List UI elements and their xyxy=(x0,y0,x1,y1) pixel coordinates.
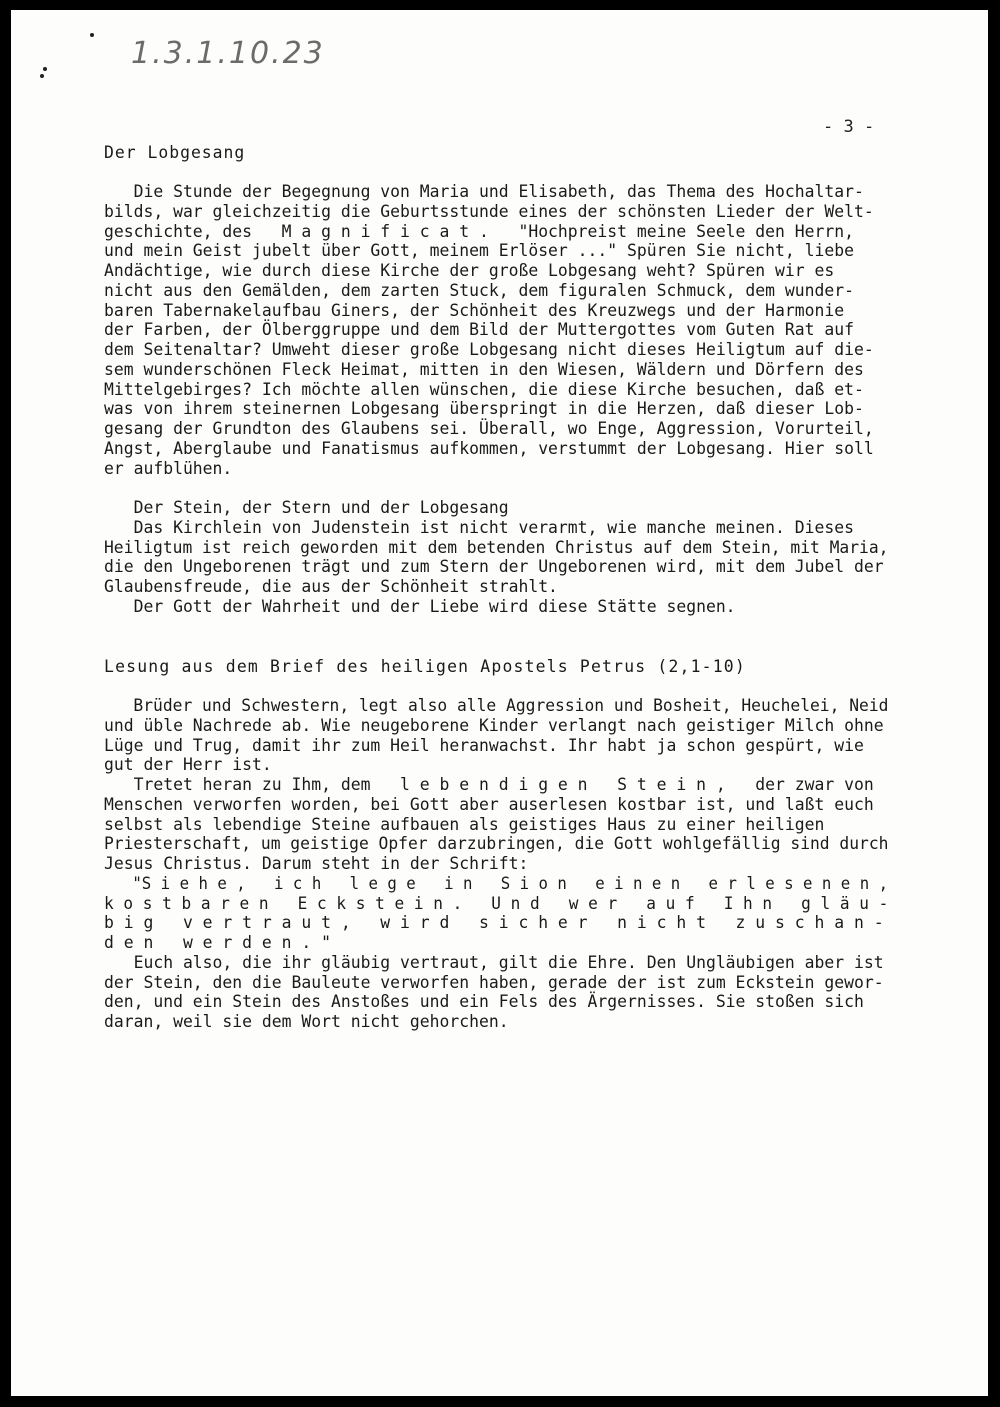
text-line: Euch also, die ihr gläubig vertraut, gilt die Ehre. Den Ungläubigen aber ist xyxy=(104,952,884,972)
text-line: er aufblühen. xyxy=(104,458,233,478)
text-line: d e n w e r d e n . " xyxy=(104,933,331,952)
text-line: Jesus Christus. Darum steht in der Schrift: xyxy=(104,854,529,873)
text-line: gesang der Grundton des Glaubens sei. Überall, wo Enge, Aggression, Vorurteil, xyxy=(104,419,874,438)
text-line: Menschen verworfen worden, bei Gott aber auserlesen kostbar ist, und laßt euch xyxy=(104,794,874,814)
text-line: Der Gott der Wahrheit und der Liebe wird diese Stätte segnen. xyxy=(104,596,736,616)
section-heading: Lesung aus dem Brief des heiligen Apostels Petrus (2,1-10) xyxy=(104,657,746,676)
text-line: Priesterschaft, um geistige Opfer darzubringen, die Gott wohlgefällig sind durch xyxy=(104,834,889,854)
text-line: geschichte, des M a g n i f i c a t . "Hochpreist meine Seele den Herrn, xyxy=(104,221,854,241)
text-line: Heiligtum ist reich geworden mit dem betenden Christus auf dem Stein, mit Maria, xyxy=(104,537,889,557)
text-line: nicht aus den Gemälden, dem zarten Stuck, dem figuralen Schmuck, dem wunder- xyxy=(104,280,854,300)
text-line: Die Stunde der Begegnung von Maria und Elisabeth, das Thema des Hochaltar- xyxy=(104,182,864,201)
text-line: bilds, war gleichzeitig die Geburtsstunde eines der schönsten Lieder der Welt- xyxy=(104,201,874,221)
text-line: und üble Nachrede ab. Wie neugeborene Kinder verlangt nach geistiger Milch ohne xyxy=(104,715,884,735)
text-line: der Farben, der Ölberggruppe und dem Bild der Muttergottes vom Guten Rat auf xyxy=(104,320,854,340)
text-line: Lüge und Trug, damit ihr zum Heil heranwachst. Ihr habt ja schon gespürt, wie xyxy=(104,735,864,755)
text-line: Andächtige, wie durch diese Kirche der große Lobgesang weht? Spüren wir es xyxy=(104,261,835,280)
text-line: Der Stein, der Stern und der Lobgesang xyxy=(104,498,509,517)
text-line: die den Ungeborenen trägt und zum Stern der Ungeborenen wird, mit dem Jubel der xyxy=(104,557,884,577)
text-line: und mein Geist jubelt über Gott, meinem Erlöser ..." Spüren Sie nicht, liebe xyxy=(104,241,854,261)
text-line: Angst, Aberglaube und Fanatismus aufkommen, verstummt der Lobgesang. Hier soll xyxy=(104,438,874,458)
text-line: Brüder und Schwestern, legt also alle Aggression und Bosheit, Heuchelei, Neid xyxy=(104,696,889,715)
text-line: was von ihrem steinernen Lobgesang überspringt in die Herzen, daß dieser Lob- xyxy=(104,399,864,419)
text-line: Mittelgebirges? Ich möchte allen wünschen, die diese Kirche besuchen, daß et- xyxy=(104,379,864,399)
ink-mark xyxy=(43,67,47,71)
text-line: sem wunderschönen Fleck Heimat, mitten in den Wiesen, Wäldern und Dörfern des xyxy=(104,359,864,379)
text-line: der Stein, den die Bauleute verworfen haben, gerade der ist zum Eckstein gewor- xyxy=(104,972,884,992)
text-line: b i g v e r t r a u t , w i r d s i c h e r n i c h t z u s c h a n - xyxy=(104,913,884,933)
handwritten-archive-number: 1.3.1.10.23 xyxy=(131,36,325,71)
document-page xyxy=(11,10,988,1396)
text-line: Glaubensfreude, die aus der Schönheit strahlt. xyxy=(104,577,558,596)
text-line: den, und ein Stein des Anstoßes und ein Fels des Ärgernisses. Sie stoßen sich xyxy=(104,992,864,1012)
text-line: daran, weil sie dem Wort nicht gehorchen. xyxy=(104,1012,509,1031)
text-line: baren Tabernakelaufbau Giners, der Schönheit des Kreuzwegs und der Harmonie xyxy=(104,300,845,320)
text-line: Tretet heran zu Ihm, dem l e b e n d i g e n S t e i n , der zwar von xyxy=(104,775,874,794)
text-line: k o s t b a r e n E c k s t e i n . U n d w e r a u f I h n g l ä u - xyxy=(104,893,889,913)
text-line: gut der Herr ist. xyxy=(104,755,272,775)
page-number: - 3 - xyxy=(823,117,875,137)
text-line: dem Seitenaltar? Umweht dieser große Lobgesang nicht dieses Heiligtum auf die- xyxy=(104,340,874,359)
ink-mark xyxy=(90,33,94,37)
text-line: selbst als lebendige Steine aufbauen als geistiges Haus zu einer heiligen xyxy=(104,814,825,834)
ink-mark xyxy=(40,74,44,78)
section-heading: Der Lobgesang xyxy=(104,143,246,162)
text-line: "S i e h e , i c h l e g e i n S i o n e i n e n e r l e s e n e n , xyxy=(104,873,889,893)
text-line: Das Kirchlein von Judenstein ist nicht verarmt, wie manche meinen. Dieses xyxy=(104,517,854,537)
